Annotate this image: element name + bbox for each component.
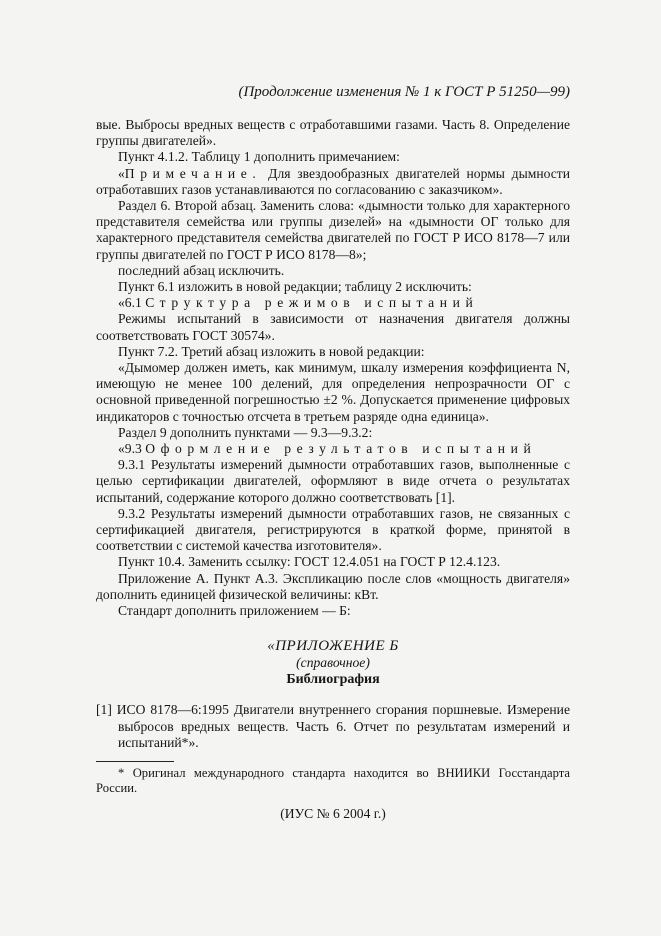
- paragraph-prefix: «: [118, 165, 125, 181]
- paragraph-p1: вые. Выбросы вредных веществ с отработавшими газами. Часть 8. Определение группы двигателей».: [96, 117, 570, 149]
- paragraph-p14: 9.3.2 Результаты измерений дымности отработавших газов, не связанных с сертификацией двигателя, регистрируются в краткой форме, принятой в соответствии с системой качества изготовителя».: [96, 505, 570, 554]
- paragraph-p10: «Дымомер должен иметь, как минимум, шкалу измерения коэффициента N, имеющую не менее 100 делений, для определения непрозрачности ОГ с основной приведенной погрешностью ±2 %. Допускается применение цифровых индикаторов с точностью отсчета в третьем разряде одна единица».: [96, 360, 570, 424]
- paragraph-p12: [96, 441, 570, 457]
- paragraph-p6: Пункт 6.1 изложить в новой редакции; таблицу 2 исключить:: [118, 279, 472, 295]
- page-header: (Продолжение изменения № 1 к ГОСТ Р 51250—99): [238, 84, 570, 100]
- appendix-title: «ПРИЛОЖЕНИЕ Б: [267, 638, 399, 655]
- document-body: [96, 117, 570, 822]
- ius-reference: (ИУС № 6 2004 г.): [280, 805, 386, 821]
- spaced-term: Примечание.: [124, 165, 262, 181]
- paragraph-p17: Стандарт дополнить приложением — Б:: [118, 603, 351, 619]
- bibliography-entry: [1] ИСО 8178—6:1995 Двигатели внутреннего сгорания поршневые. Измерение выбросов вредных веществ. Часть 6. Отчет по результатам измерений и испытаний*».: [96, 702, 570, 750]
- paragraph-p11: Раздел 9 дополнить пунктами — 9.3—9.3.2:: [118, 424, 373, 440]
- appendix-block: [96, 637, 570, 688]
- paragraph-p3: [96, 166, 570, 198]
- appendix-subtitle: (справочное): [296, 655, 370, 671]
- paragraph-p7: [96, 295, 570, 311]
- paragraph-p16: Приложение А. Пункт А.3. Экспликацию после слов «мощность двигателя» дополнить единицей физической величины: кВт.: [96, 570, 570, 602]
- paragraph-p2: Пункт 4.1.2. Таблицу 1 дополнить примечанием:: [118, 149, 400, 165]
- bibliography-heading: Библиография: [286, 672, 380, 688]
- paragraph-prefix: «6.1: [118, 295, 146, 311]
- paragraph-p13: 9.3.1 Результаты измерений дымности отработавших газов, выполненные с целью сертификации двигателей, оформляют в виде отчета о результатах испытаний, содержание которого должно соответствовать [1].: [96, 457, 570, 505]
- spaced-term: Оформление результатов испытаний: [145, 441, 537, 457]
- paragraph-p5: последний абзац исключить.: [118, 262, 285, 278]
- paragraph-p15: Пункт 10.4. Заменить ссылку: ГОСТ 12.4.051 на ГОСТ Р 12.4.123.: [118, 554, 501, 570]
- paragraph-prefix: «9.3: [118, 441, 146, 457]
- paragraph-p4: Раздел 6. Второй абзац. Заменить слова: «дымности только для характерного представителя семейства или группы дизелей» на «дымности ОГ только для характерного представителя семейства двигателей по ГОСТ Р ИСО 8178—7 или группы двигателей по ГОСТ Р ИСО 8178—8»;: [96, 198, 570, 262]
- footnote-rule: [96, 761, 174, 762]
- spaced-term: Структура режимов испытаний: [145, 295, 479, 311]
- paragraph-p9: Пункт 7.2. Третий абзац изложить в новой редакции:: [118, 343, 425, 359]
- paragraph-p8: Режимы испытаний в зависимости от назначения двигателя должны соответствовать ГОСТ 30574».: [96, 311, 570, 343]
- amendment-text: [96, 117, 570, 619]
- paragraph-rest: Для звездообразных двигателей нормы дымности отработавших газов устанавливаются по согласованию с заказчиком».: [96, 165, 570, 197]
- footnote: * Оригинал международного стандарта находится во ВНИИКИ Госстандарта России.: [96, 765, 570, 795]
